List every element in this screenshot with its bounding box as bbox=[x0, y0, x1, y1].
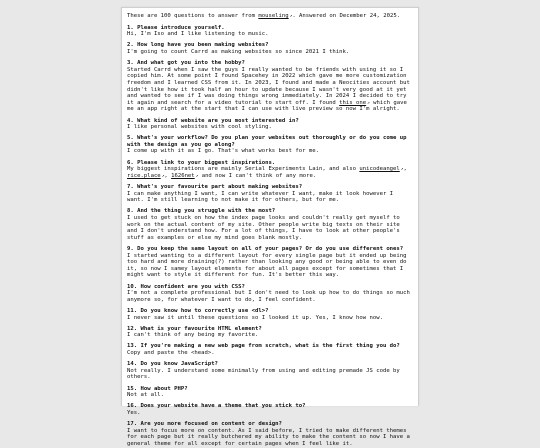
answer-segment: and now I can't think of any more. bbox=[198, 172, 317, 179]
answer-text bbox=[127, 215, 413, 241]
answer-segment: I want to focus more on content. As I said before, I tried to make different themes for each page but it really butchered my ability to make the content so now I have a general theme for all except for certain pages when I feel like it. bbox=[127, 427, 410, 447]
question-heading: 7. What's your favourite part about making websites? bbox=[127, 184, 303, 191]
answer-segment: Started Carrd when I saw the guys I really wanted to be friends with using it so I copied him. At some point I found Spacehey in 2022 which gave me more customization freedom and I learned CSS from it. In 2023, I found and made a Neocities account but didn't like how it took half an hour to update because I wasn't very good at it yet and wanted to see if I was doing things wrong immediately. In 2024 I decided to try it again and search for a video tutorial to start off. I found bbox=[127, 66, 410, 106]
question-heading: 12. What is your favourite HTML element? bbox=[127, 325, 262, 332]
answer-segment: I like personal websites with cool styling. bbox=[127, 124, 272, 131]
question-heading: 15. How about PHP? bbox=[127, 385, 188, 392]
answer-text bbox=[127, 67, 413, 113]
qa-item bbox=[127, 184, 413, 204]
qa-item bbox=[127, 208, 413, 241]
answer-text bbox=[127, 148, 413, 155]
answer-segment: Yes. bbox=[127, 410, 141, 416]
question-heading: 4. What kind of website are you most interested in? bbox=[127, 117, 299, 124]
question-heading: 1. Please introduce yourself. bbox=[127, 24, 225, 31]
question-heading: 11. Do you know how to correctly use <dl>? bbox=[127, 307, 269, 314]
qa-list bbox=[127, 25, 413, 448]
answer-segment: I'm going to count Carrd as making websites so since 2021 I think. bbox=[127, 48, 350, 55]
answer-link[interactable]: unicodeangel bbox=[359, 166, 400, 173]
question-heading: 3. And what got you into the hobby? bbox=[127, 60, 245, 67]
external-link-icon: ↗ bbox=[289, 14, 293, 19]
question-heading: 2. How long have you been making websites? bbox=[127, 42, 269, 49]
qa-item bbox=[127, 403, 413, 416]
external-link-icon: ↗ bbox=[400, 167, 404, 173]
answer-segment: My biggest inspirations are mainly Serial Experiments Lain, and also bbox=[127, 166, 360, 173]
answer-text bbox=[127, 166, 413, 179]
qa-item bbox=[127, 284, 413, 304]
qa-item bbox=[127, 160, 413, 180]
qa-item bbox=[127, 308, 413, 321]
answer-text bbox=[127, 31, 413, 38]
question-heading: 10. How confident are you with CSS? bbox=[127, 283, 245, 290]
mouseling-link[interactable]: mouseling bbox=[258, 13, 289, 19]
answer-text bbox=[127, 49, 413, 56]
answer-segment: I started wanting to a different layout for every single page but it ended up being too hard and more draining(?) rather than looking any good or being able to even do it, so now I samey layout elements for about all pages except for sometimes that I might want to style it different for fun. It's better this way. bbox=[127, 252, 407, 279]
answer-text bbox=[127, 392, 413, 399]
answer-segment: I never saw it until these questions so I looked it up. Yes, I know how now. bbox=[127, 314, 383, 321]
answer-segment: Copy and paste the <head>. bbox=[127, 350, 215, 357]
answer-segment: I come up with it as I go. That's what works best for me. bbox=[127, 148, 319, 155]
answer-segment: which gave me an app right at the start that I can use with live preview so now I'm alright. bbox=[127, 99, 407, 113]
qa-item bbox=[127, 135, 413, 155]
answer-segment: Not really. I understand some minimally from using and editing premade JS code by others. bbox=[127, 367, 400, 381]
qa-item bbox=[127, 42, 413, 55]
answer-text bbox=[127, 124, 413, 131]
external-link-icon: ↗ bbox=[161, 173, 165, 179]
answer-link[interactable]: 1626net bbox=[171, 172, 195, 179]
answer-link[interactable]: this one bbox=[339, 99, 367, 106]
question-heading: 17. Are you more focused on content or design? bbox=[127, 421, 282, 428]
qa-item bbox=[127, 60, 413, 113]
question-heading: 8. And the thing you struggle with the most? bbox=[127, 208, 276, 215]
question-heading: 5. What's your workflow? Do you plan your websites out thoroughly or do you come up with the design as you go along? bbox=[127, 135, 407, 148]
external-link-icon: ↗ bbox=[367, 100, 370, 106]
answer-text bbox=[127, 253, 413, 279]
answer-text bbox=[127, 428, 413, 448]
external-link-icon: ↗ bbox=[195, 173, 199, 179]
qa-item bbox=[127, 421, 413, 447]
intro-prefix: These are 100 questions to answer from bbox=[127, 13, 259, 19]
questions-content bbox=[122, 8, 418, 448]
qa-item bbox=[127, 361, 413, 381]
qa-item bbox=[127, 118, 413, 131]
content-panel bbox=[121, 7, 419, 447]
qa-item bbox=[127, 326, 413, 339]
answer-segment: Not at all. bbox=[127, 392, 165, 399]
answer-segment: , bbox=[164, 172, 172, 179]
answer-text bbox=[127, 368, 413, 381]
qa-item bbox=[127, 246, 413, 279]
answer-segment: I can make anything I want, I can write whatever I want, make it look however I want. I'm still learning to not make it for others, but for me. bbox=[127, 190, 394, 204]
answer-text bbox=[127, 191, 413, 204]
answer-text bbox=[127, 315, 413, 322]
qa-item bbox=[127, 25, 413, 38]
answer-segment: Hi, I'm Iso and I like listening to music. bbox=[127, 31, 269, 38]
answer-text bbox=[127, 410, 413, 417]
answer-text bbox=[127, 350, 413, 357]
qa-item bbox=[127, 343, 413, 356]
qa-item bbox=[127, 386, 413, 399]
question-heading: 16. Does your website have a theme that you stick to? bbox=[127, 403, 306, 410]
answer-text bbox=[127, 332, 413, 339]
answer-link[interactable]: rice.place bbox=[127, 172, 161, 179]
question-heading: 6. Please link to your biggest inspirations. bbox=[127, 159, 276, 166]
question-heading: 13. If you're making a new web page from scratch, what is the first thing you do? bbox=[127, 343, 400, 350]
intro-suffix: . Answered on December 24, 2025. bbox=[292, 13, 401, 19]
question-heading: 9. Do you keep the same layout on all of your pages? Or do you use different ones? bbox=[127, 245, 404, 252]
answer-text bbox=[127, 290, 413, 303]
intro-text bbox=[127, 13, 413, 20]
answer-segment: I used to get stuck on how the index page looks and couldn't really get myself to work on the actual content of my site. Other people write big texts on their site and I don't understand how. For a lot of things, I have to look at other people's stuff as examples or else my mind goes blank mostly. bbox=[127, 215, 400, 241]
question-heading: 14. Do you know JavaScript? bbox=[127, 361, 218, 368]
answer-segment: I'm not a complete professional but I don't need to look up how to do things so much anymore so, for whatever I want to do, I feel confident. bbox=[127, 290, 410, 303]
answer-segment: I can't think of any being my favorite. bbox=[127, 332, 259, 339]
answer-segment: , bbox=[403, 166, 407, 173]
